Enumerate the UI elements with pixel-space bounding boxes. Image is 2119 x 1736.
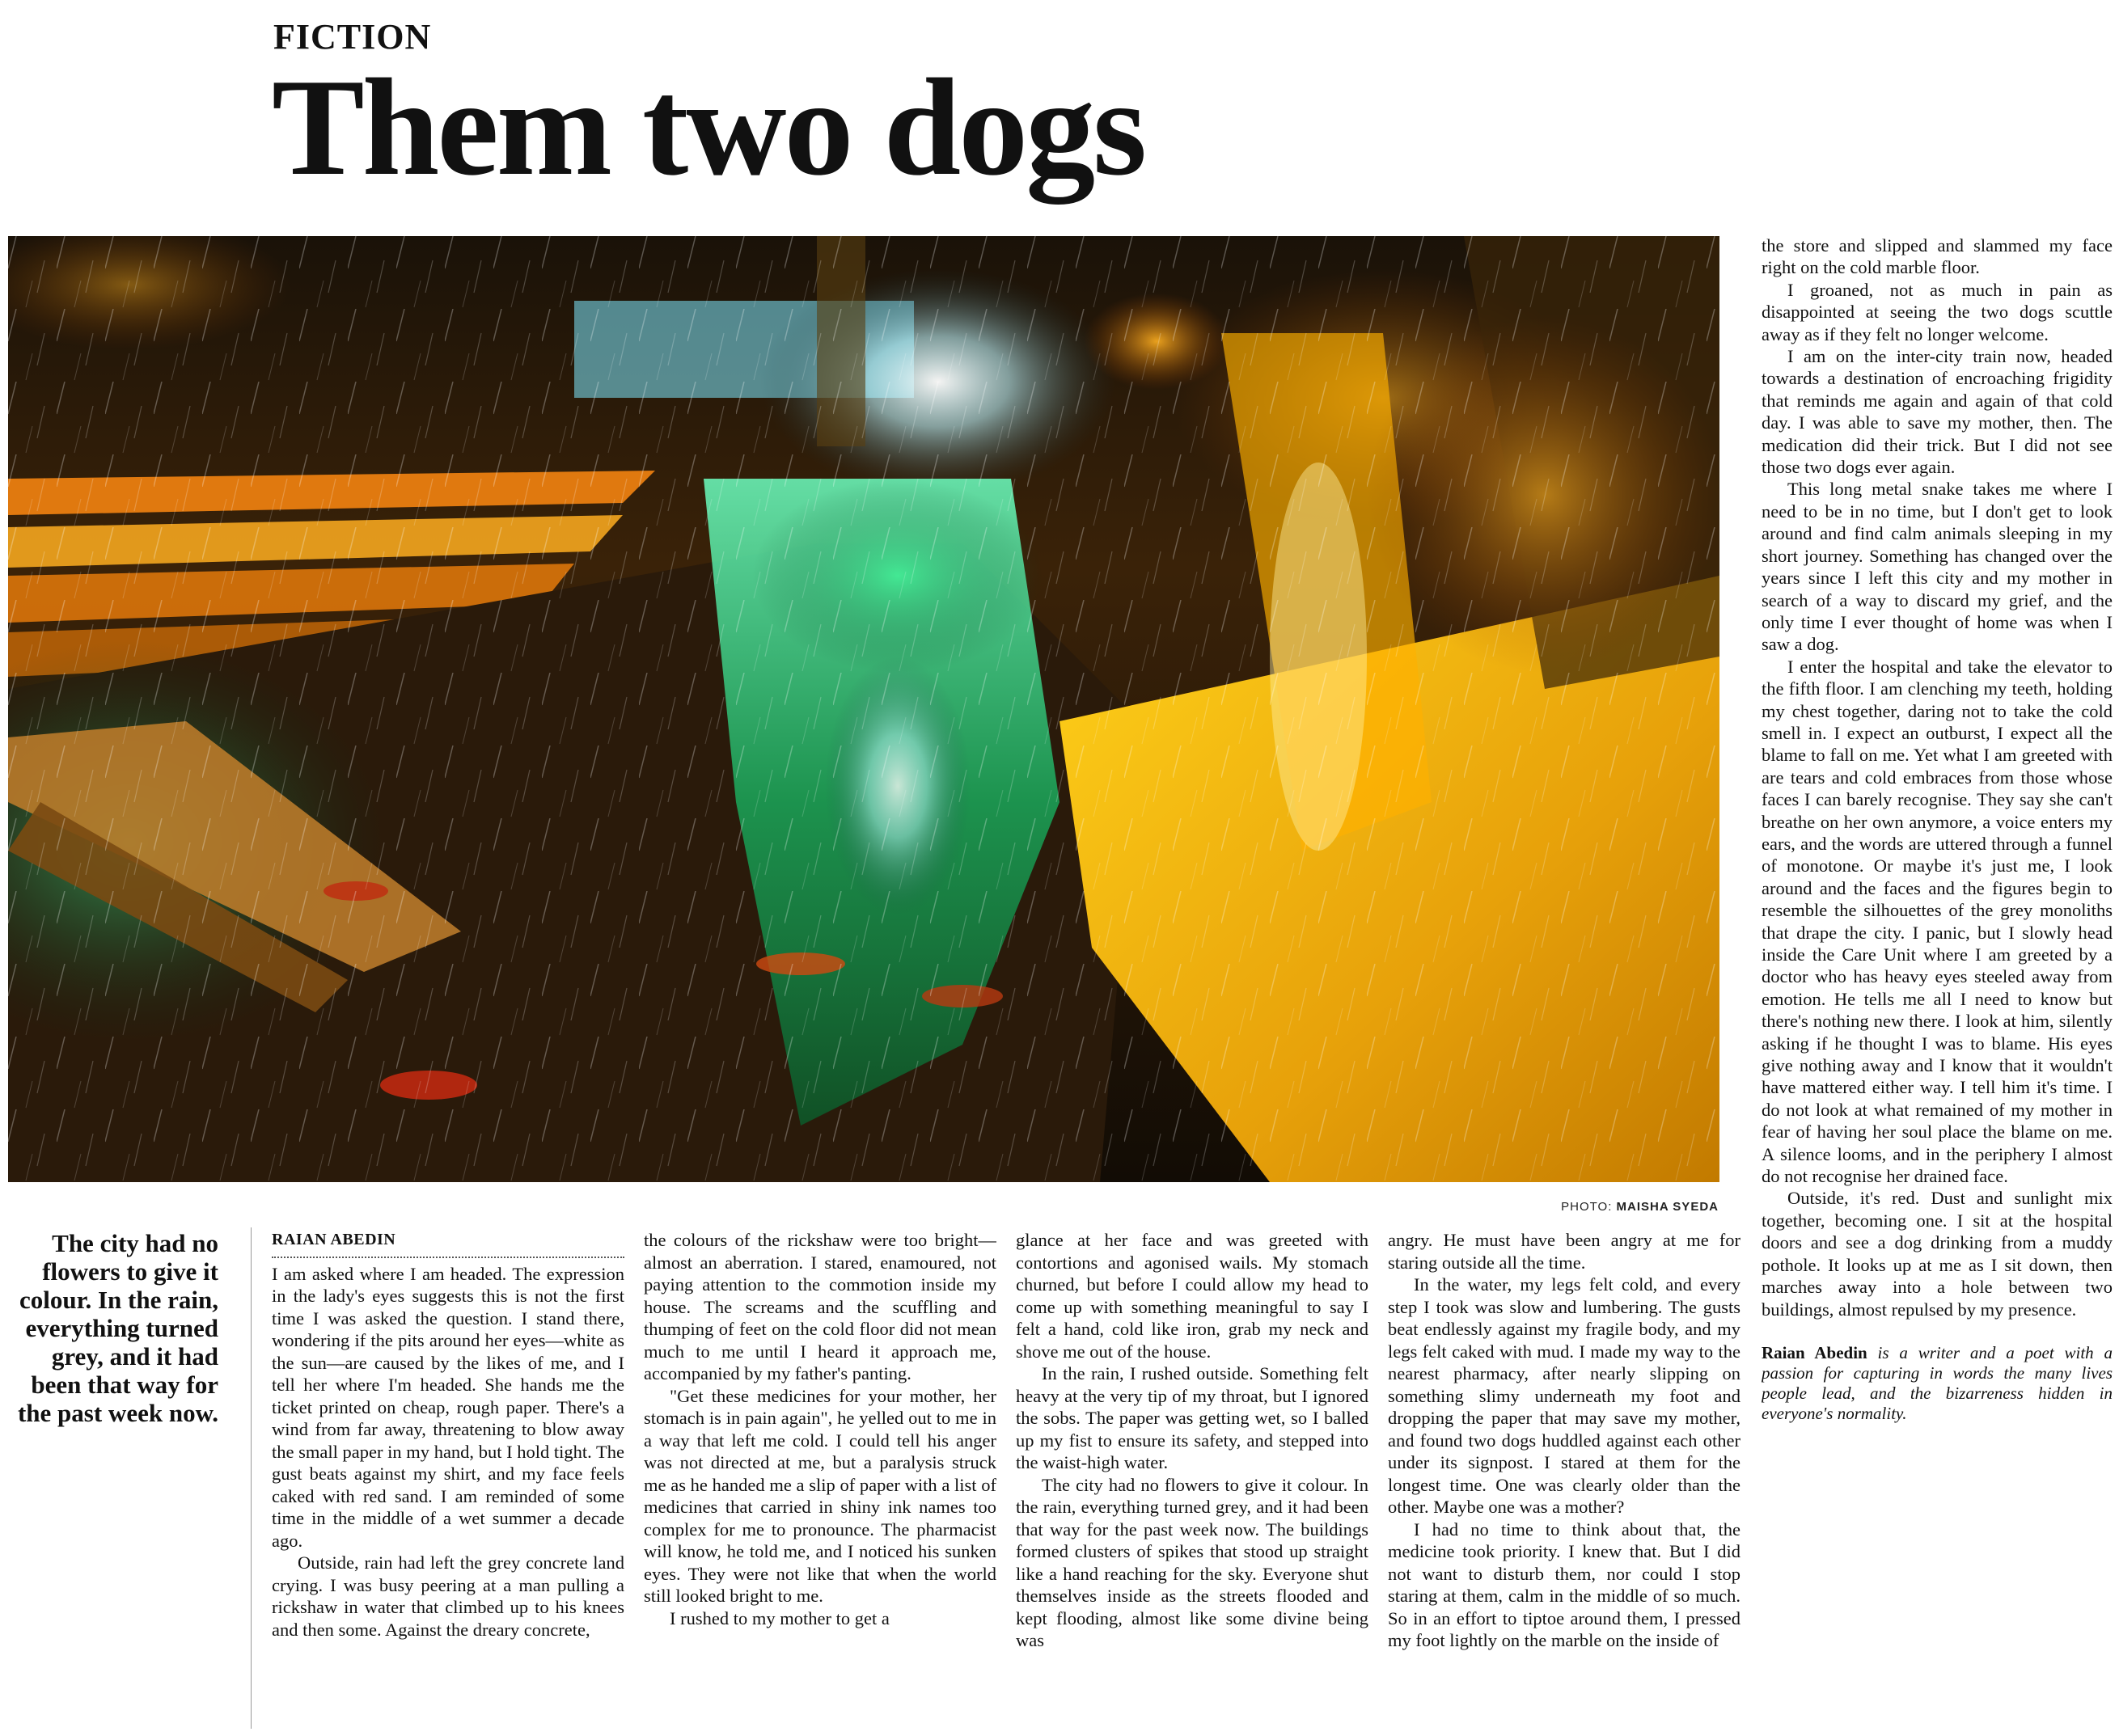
article-column-5 xyxy=(1762,234,2113,1730)
paragraph: I enter the hospital and take the elevator to the fifth floor. I am clenching my teeth, holding my chest together, daring not to take the cold smell in. I expect an outburst, I expect all the blame to fall on me. Yet what I am greeted with are tears and cold embraces from those whose faces I can barely recognise. They say she can't breathe on her own anymore, a voice enters my ears, and the words are uttered through a funnel of monotone. Or maybe it's just me, I look around and the faces and the figures begin to resemble the silhouettes of the grey monoliths that drape the city. I panic, but I slowly head inside the Care Unit where I am greeted by a doctor who has heavy eyes steeled away from emotion. He tells me all I need to know but there's nothing new there. I look at him, silently asking if he thought I was to blame. His eyes give nothing away and I know that it wouldn't have mattered either way. I tell him it's time. I do not look at what remained of my mother in fear of having her soul place the blame on me. A silence looms, and in the periphery I almost do not recognise her drained face. xyxy=(1762,656,2113,1187)
paragraph: This long metal snake takes me where I need to be in no time, but I don't get to look around and find calm animals sleeping in my short journey. Something has changed over the years since I left this city and my mother in search of a way to discard my grief, and the only time I ever thought of home was when I saw a dog. xyxy=(1762,479,2113,655)
paragraph: In the rain, I rushed outside. Something felt heavy at the very tip of my throat, but I ignored the sobs. The paper was getting wet, so I balled up my fist to ensure its safety, and stepped into the waist-high water. xyxy=(1016,1363,1368,1472)
article-column-2 xyxy=(644,1229,996,1730)
paragraph: The city had no flowers to give it colour. In the rain, everything turned grey, and it had been that way for the past week now. The buildings formed clusters of spikes that stood up straight like a hand reaching for the sky. Everyone shut themselves inside as the streets flooded and kept flooding, almost like some divine being was xyxy=(1016,1474,1368,1650)
paragraph: angry. He must have been angry at me for staring outside all the time. xyxy=(1388,1230,1740,1273)
author-bio xyxy=(1762,1343,2113,1424)
article-column-3 xyxy=(1016,1229,1368,1730)
paragraph: In the water, my legs felt cold, and every step I took was slow and lumbering. The gusts beat endlessly against my fragile body, and my legs felt caked with mud. I made my way to the nearest pharmacy, after nearly slipping on something slimy underneath my foot and dropping the paper that may save my mother, and found two dogs huddled against each other under its signpost. I stared at them for the longest time. One was clearly older than the other. Maybe one was a mother? xyxy=(1388,1274,1740,1517)
article-column-1 xyxy=(272,1229,624,1730)
section-label: FICTION xyxy=(273,17,432,57)
author-bio-name: Raian Abedin xyxy=(1762,1342,1867,1362)
paragraph: I had no time to think about that, the medicine took priority. I knew that. But I did not want to disturb them, nor could I stop staring at them, calm in the middle of so much. So in an effort to tiptoe around them, I pressed my foot lightly on the marble on the inside of xyxy=(1388,1518,1740,1650)
pull-quote: The city had no flowers to give it colour. In the rain, everything turned grey, and it had been that way for the past week now. xyxy=(17,1229,218,1427)
paragraph: the colours of the rickshaw were too bright— almost an aberration. I stared, enamoured, not paying attention to the commotion inside my house. The screams and the scuffling and thumping of feet on the cold floor did not mean much to me until I heard it approach me, accompanied by my father's panting. xyxy=(644,1230,996,1383)
article-column-4 xyxy=(1388,1229,1740,1730)
paragraph: I am on the inter-city train now, headed towards a destination of encroaching frigidity that reminds me again and again of that cold day. I was able to save my mother, then. The medication did their trick. But I did not see those two dogs ever again. xyxy=(1762,346,2113,478)
column-divider xyxy=(251,1227,252,1729)
paragraph: Outside, it's red. Dust and sunlight mix together, becoming one. I sit at the hospital doors and see a dog drinking from a muddy pothole. It looks up at me as I sit down, then marches away into a hole between two buildings, almost repulsed by my presence. xyxy=(1762,1188,2113,1320)
byline: RAIAN ABEDIN xyxy=(272,1229,624,1258)
photo-credit xyxy=(1561,1200,1719,1214)
paragraph: the store and slipped and slammed my face right on the cold marble floor. xyxy=(1762,235,2113,278)
paragraph: "Get these medicines for your mother, her stomach is in pain again", he yelled out to me in a way that left me cold. I could tell his anger was not directed at me, but a paralysis struck me as he handed me a slip of paper with a list of medicines that carried in shiny ink names too complex for me to pronounce. The pharmacist will know, he told me, and I noticed his sunken eyes. They were not like that when the world still looked bright to me. xyxy=(644,1385,996,1606)
photo-credit-prefix: PHOTO: xyxy=(1561,1200,1613,1214)
paragraph: I groaned, not as much in pain as disappointed at seeing the two dogs scuttle away as if they felt no longer welcome. xyxy=(1762,279,2113,344)
headline: Them two dogs xyxy=(272,51,1145,205)
photo-credit-name: MAISHA SYEDA xyxy=(1616,1200,1719,1214)
paragraph: I rushed to my mother to get a xyxy=(670,1607,890,1628)
rainy-street-photo xyxy=(8,236,1719,1182)
paragraph: I am asked where I am headed. The expression in the lady's eyes suggests this is not the first time I was asked the question. I stand there, wondering if the pits around her eyes—white as the sun—are caused by the likes of me, and I tell her where I'm headed. She hands me the ticket printed on cheap, rough paper. There's a wind from far away, threatening to blow away the small paper in my hand, but I hold tight. The gust beats against my shirt, and my face feels caked with red sand. I am reminded of some time in the middle of a wet summer a decade ago. xyxy=(272,1263,624,1551)
paragraph: glance at her face and was greeted with contortions and agonised wails. My stomach churned, but before I could allow my head to come up with something meaningful to say I felt a hand, cold like iron, grab my neck and shove me out of the house. xyxy=(1016,1230,1368,1362)
paragraph: Outside, rain had left the grey concrete land crying. I was busy peering at a man pulling a rickshaw in water that climbed up to his knees and then some. Against the dreary concrete, xyxy=(272,1552,624,1640)
author-bio-text: is a writer and a poet with a passion for capturing in words the many lives people lead, and the bizarreness hidden in everyone's normality. xyxy=(1762,1342,2113,1423)
